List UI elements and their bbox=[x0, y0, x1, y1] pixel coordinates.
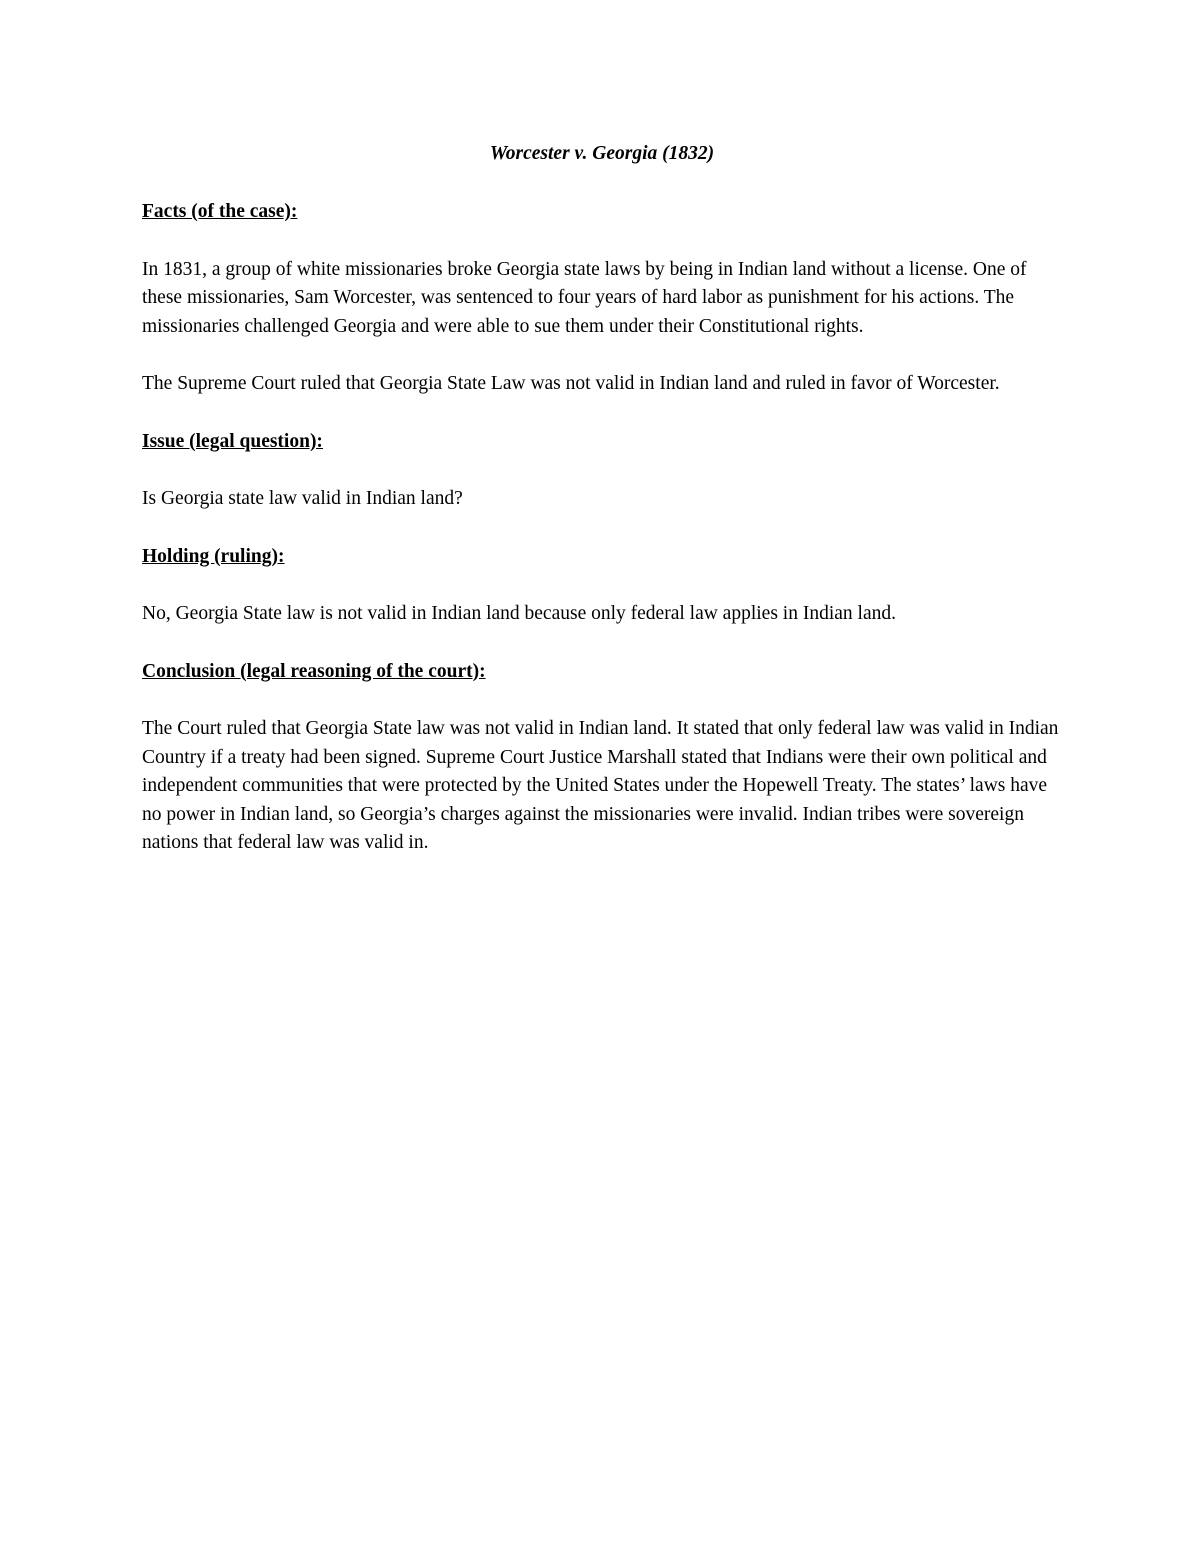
document-body bbox=[142, 140, 1062, 887]
issue-heading: Issue (legal question): bbox=[142, 430, 323, 452]
holding-text: No, Georgia State law is not valid in Indian land because only federal law applies in Indian land. bbox=[142, 603, 896, 624]
holding-heading: Holding (ruling): bbox=[142, 545, 285, 567]
conclusion-heading: Conclusion (legal reasoning of the court): bbox=[142, 660, 486, 682]
conclusion-text: The Court ruled that Georgia State law was not valid in Indian land. It stated that only federal law was valid in Indian Country if a treaty had been signed. Supreme Court Justice Marshall stated that Indians were their own political and independent communities that were protected by the United States under the Hopewell Treaty. The states’ laws have no power in Indian land, so Georgia’s charges against the missionaries were invalid. Indian tribes were sovereign nations that federal law was valid in. bbox=[142, 718, 1059, 853]
facts-heading: Facts (of the case): bbox=[142, 201, 298, 222]
issue-text: Is Georgia state law valid in Indian land? bbox=[142, 488, 463, 509]
facts-paragraph-1: In 1831, a group of white missionaries broke Georgia state laws by being in Indian land without a license. One of these missionaries, Sam Worcester, was sentenced to four years of hard labor as punishment for his actions. The missionaries challenged Georgia and were able to sue them under their Constitutional rights. bbox=[142, 258, 1027, 337]
document-title: Worcester v. Georgia (1832) bbox=[489, 143, 715, 164]
facts-paragraph-2: The Supreme Court ruled that Georgia State Law was not valid in Indian land and ruled in favor of Worcester. bbox=[142, 373, 1000, 394]
